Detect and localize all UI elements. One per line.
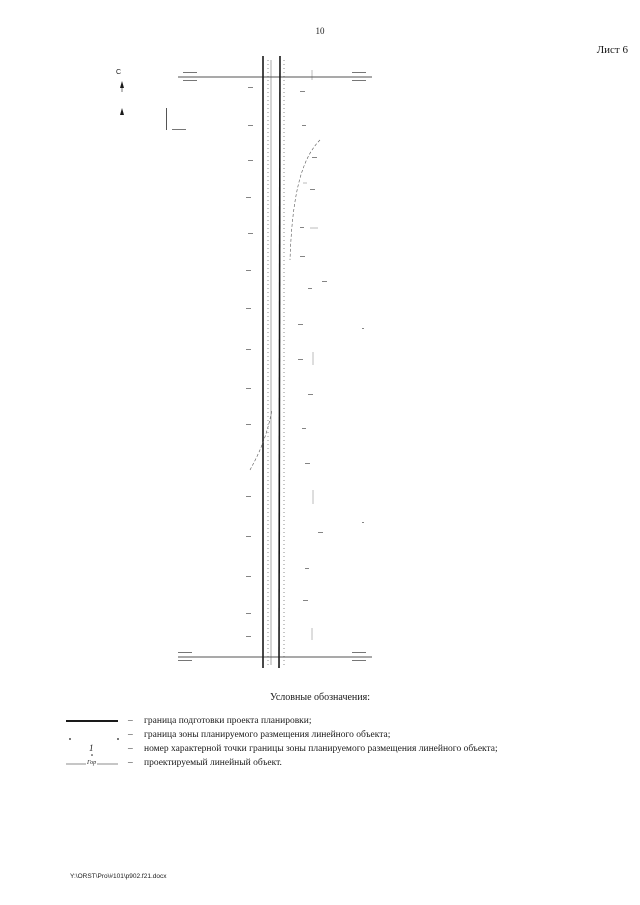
legend-text: граница подготовки проекта планировки;	[144, 716, 312, 726]
station-ticks	[303, 70, 318, 640]
legend-dash: –	[128, 730, 133, 740]
legend-text: проектируемый линейный объект.	[144, 758, 282, 768]
legend-text: граница зоны планируемого размещения линейного объекта;	[144, 730, 391, 740]
legend-row-planning-boundary	[64, 716, 624, 730]
scale-note-mark	[172, 129, 186, 130]
road-curve-upper	[290, 140, 320, 260]
legend-row-designed-object	[64, 758, 624, 772]
sheet-label: Лист 6	[596, 44, 628, 56]
point-marker-icon	[64, 744, 120, 758]
designed-line-symbol	[64, 758, 120, 772]
designed-line-label: Гор	[87, 760, 97, 766]
legend-dash: –	[128, 716, 133, 726]
solid-thick-line-icon	[64, 716, 120, 730]
dotted-boundary-icon	[64, 730, 120, 744]
rotated-note-mark	[166, 108, 167, 130]
legend-text: номер характерной точки границы зоны планируемого размещения линейного объекта;	[144, 744, 498, 754]
north-letter: С	[116, 69, 122, 76]
planning-boundary-right	[279, 56, 280, 668]
page-number: 10	[315, 26, 325, 36]
road-curve-lower	[250, 410, 272, 470]
file-path: Y:\ORST\Pro\#101\p902.f21.docx	[70, 873, 167, 880]
point-number-symbol	[64, 744, 120, 758]
point-number-label: 1	[89, 743, 94, 753]
sheet-reference-labels	[178, 72, 366, 661]
legend-dash: –	[128, 744, 133, 754]
legend-row-point-number	[64, 744, 624, 758]
legend-title: Условные обозначения:	[269, 692, 370, 703]
legend-row-zone-boundary	[64, 730, 624, 744]
legend-dash: –	[128, 758, 133, 768]
